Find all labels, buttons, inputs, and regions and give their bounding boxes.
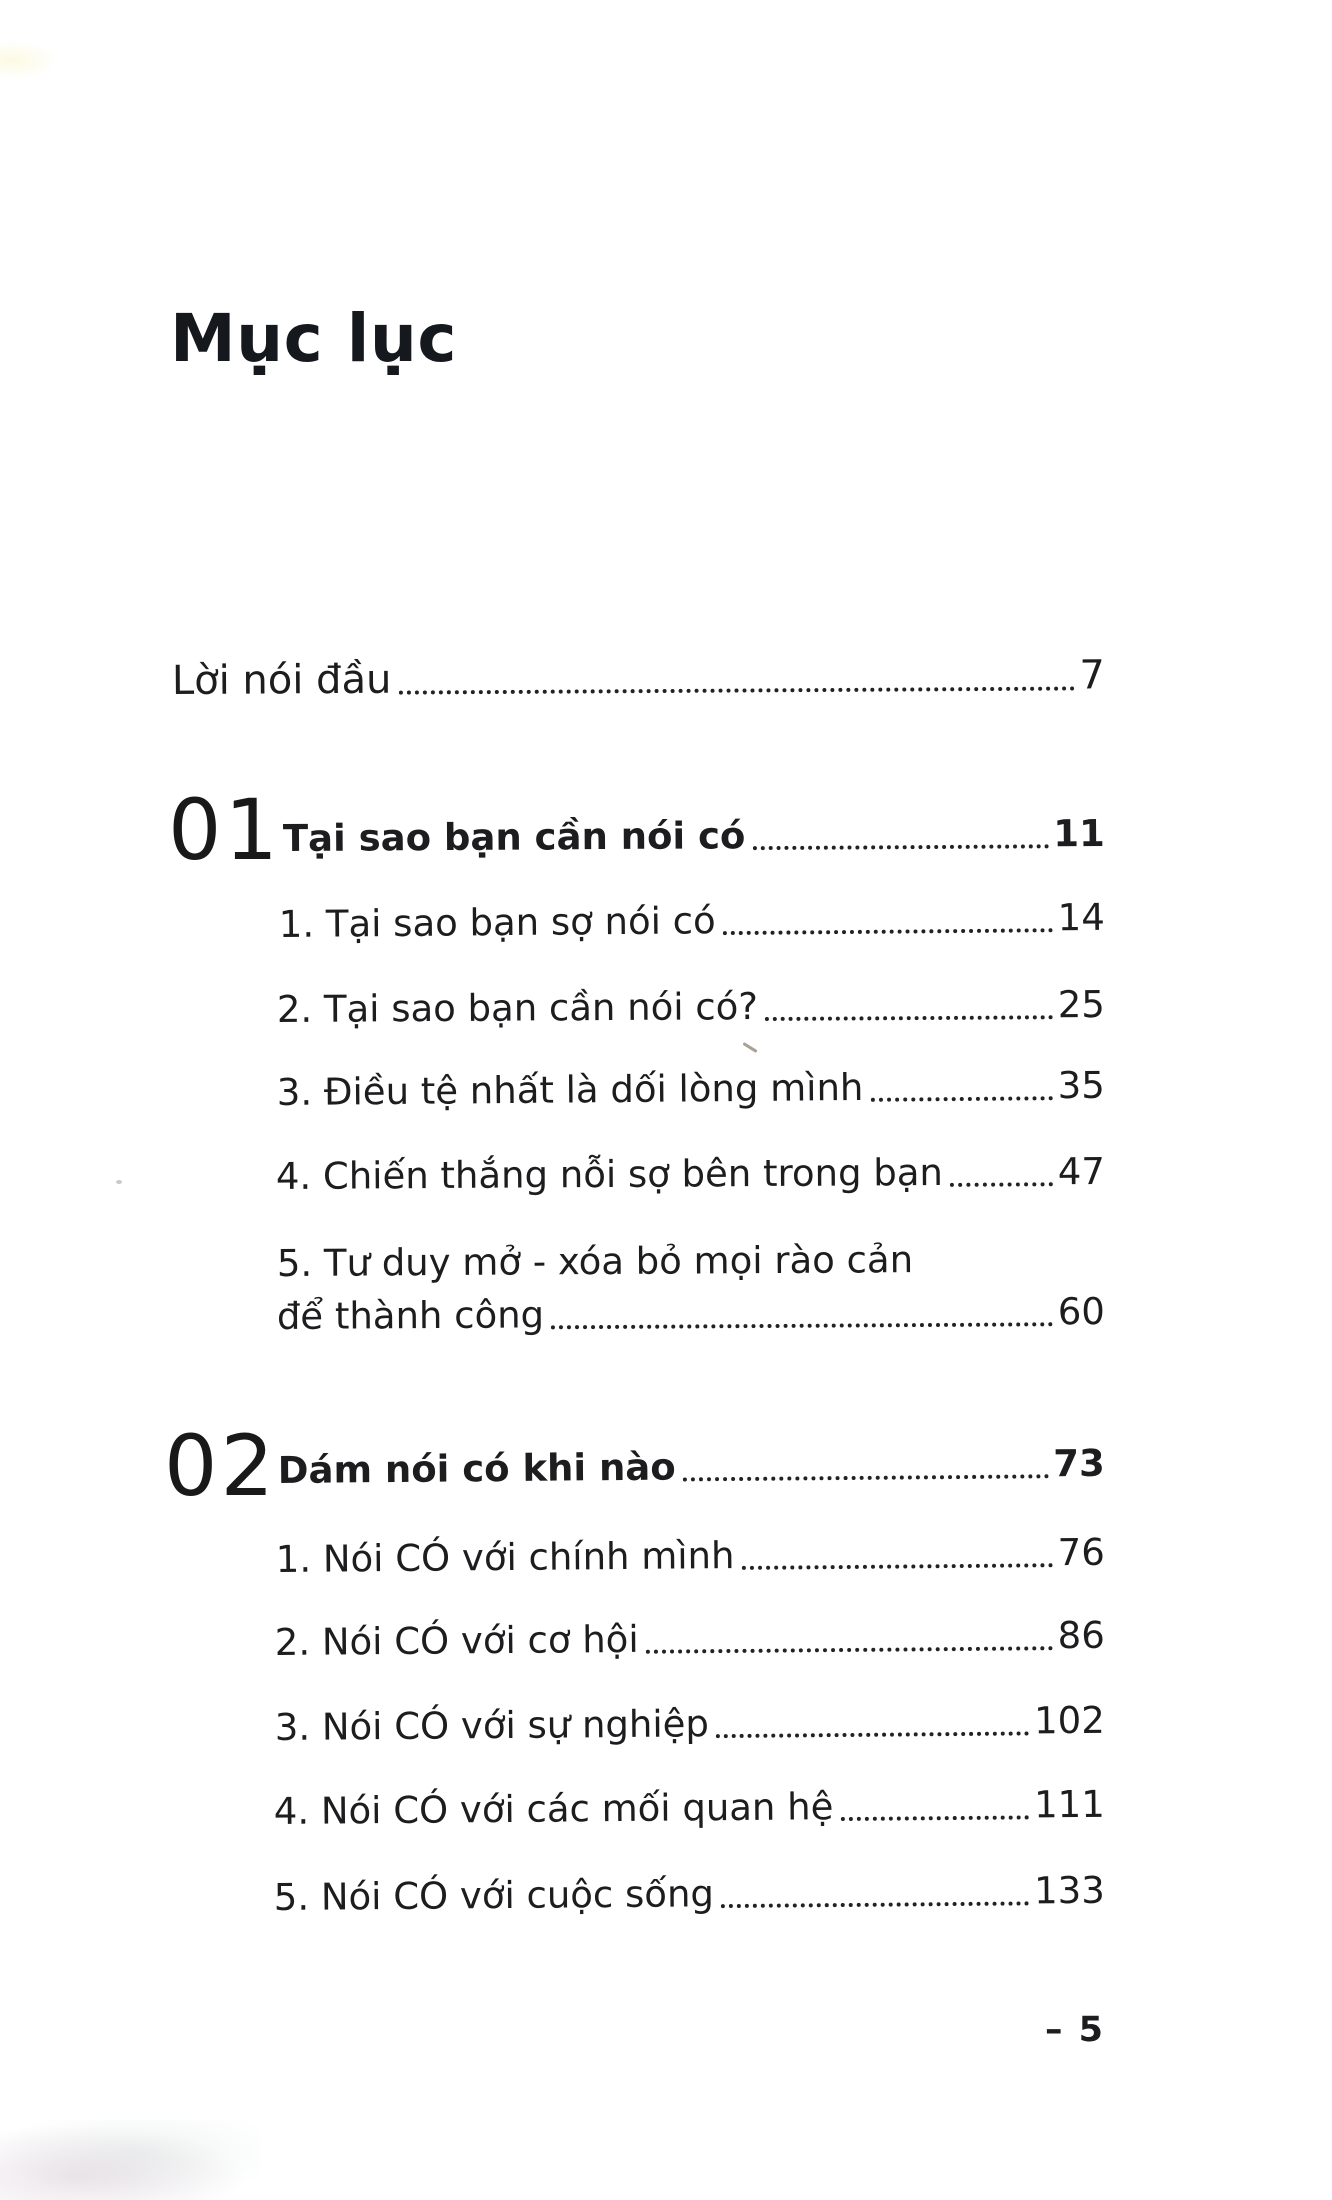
toc-entry [276, 1151, 1105, 1199]
dot-leader [840, 1815, 1029, 1821]
dot-leader [721, 1901, 1029, 1908]
toc-entry-label: để thành công [276, 1293, 545, 1338]
toc-entry-page: 76 [1057, 1530, 1105, 1575]
toc-entry-label: Lời nói đầu [171, 656, 392, 704]
dot-leader [752, 844, 1048, 850]
scan-artifact [0, 40, 60, 80]
page-number-footer: – 5 [1044, 2010, 1105, 2050]
toc-entry-page: 11 [1053, 811, 1105, 856]
toc-entry [279, 897, 1105, 947]
scan-artifact [116, 1180, 122, 1184]
toc-entry-page: 60 [1057, 1289, 1105, 1334]
toc-entry [277, 984, 1105, 1032]
toc-entry-page: 35 [1057, 1063, 1105, 1108]
dot-leader [950, 1182, 1053, 1187]
toc-entry [275, 1700, 1105, 1750]
toc-entry [276, 1532, 1105, 1582]
toc-entry-page: 14 [1057, 895, 1105, 940]
toc-entry-page: 133 [1033, 1868, 1105, 1913]
dot-leader [646, 1646, 1053, 1654]
dot-leader [742, 1563, 1053, 1570]
chapter-number: 01 [168, 781, 281, 879]
toc-entry-label: Dám nói có khi nào [277, 1445, 676, 1492]
toc-entry-preface [172, 652, 1105, 704]
dot-leader [683, 1474, 1049, 1481]
scan-artifact [0, 2120, 260, 2200]
toc-entry-label: 3. Điều tệ nhất là dối lòng mình [276, 1065, 864, 1114]
toc-entry [277, 1065, 1105, 1115]
toc-entry-page: 111 [1033, 1782, 1105, 1827]
toc-entry-label: 2. Tại sao bạn cần nói có? [276, 985, 759, 1031]
toc-entry [275, 1615, 1105, 1665]
dot-leader [551, 1322, 1053, 1329]
toc-entry-page: 47 [1057, 1149, 1105, 1194]
dot-leader [723, 928, 1053, 935]
toc-entry-label: 2. Nói CÓ với cơ hội [274, 1617, 639, 1664]
toc-entry-label: 5. Tư duy mở - xóa bỏ mọi rào cản [276, 1238, 914, 1285]
dot-leader [870, 1096, 1052, 1102]
toc-entry-label: Tại sao bạn cần nói có [282, 814, 746, 860]
chapter-number: 02 [164, 1417, 277, 1515]
dot-leader [716, 1731, 1029, 1738]
dot-leader [765, 1015, 1053, 1021]
toc-entry-page: 86 [1057, 1613, 1105, 1658]
toc-entry-chapter [278, 1443, 1105, 1493]
page-title: Mục lục [170, 300, 457, 378]
toc-entry-page: 7 [1079, 652, 1105, 699]
toc-entry-label: 5. Nói CÓ với cuộc sống [273, 1872, 715, 1919]
dot-leader [398, 686, 1074, 694]
toc-entry [274, 1784, 1105, 1834]
toc-entry-page: 73 [1053, 1441, 1105, 1486]
toc-entry-label: 1. Nói CÓ với chính mình [275, 1533, 735, 1581]
toc-entry [274, 1870, 1105, 1920]
toc-entry-page: 102 [1033, 1698, 1105, 1743]
scan-artifact [742, 1042, 757, 1053]
toc-entry-page: 25 [1057, 982, 1105, 1027]
toc-entry-line1 [277, 1238, 1106, 1286]
toc-entry-label: 4. Nói CÓ với các mối quan hệ [273, 1785, 834, 1833]
toc-entry-label: 1. Tại sao bạn sợ nói có [278, 899, 716, 946]
toc-entry-label: 4. Chiến thắng nỗi sợ bên trong bạn [275, 1150, 944, 1198]
toc-entry-chapter [283, 813, 1105, 861]
toc-entry-line2 [277, 1291, 1105, 1339]
toc-entry-label: 3. Nói CÓ với sự nghiệp [274, 1702, 710, 1749]
